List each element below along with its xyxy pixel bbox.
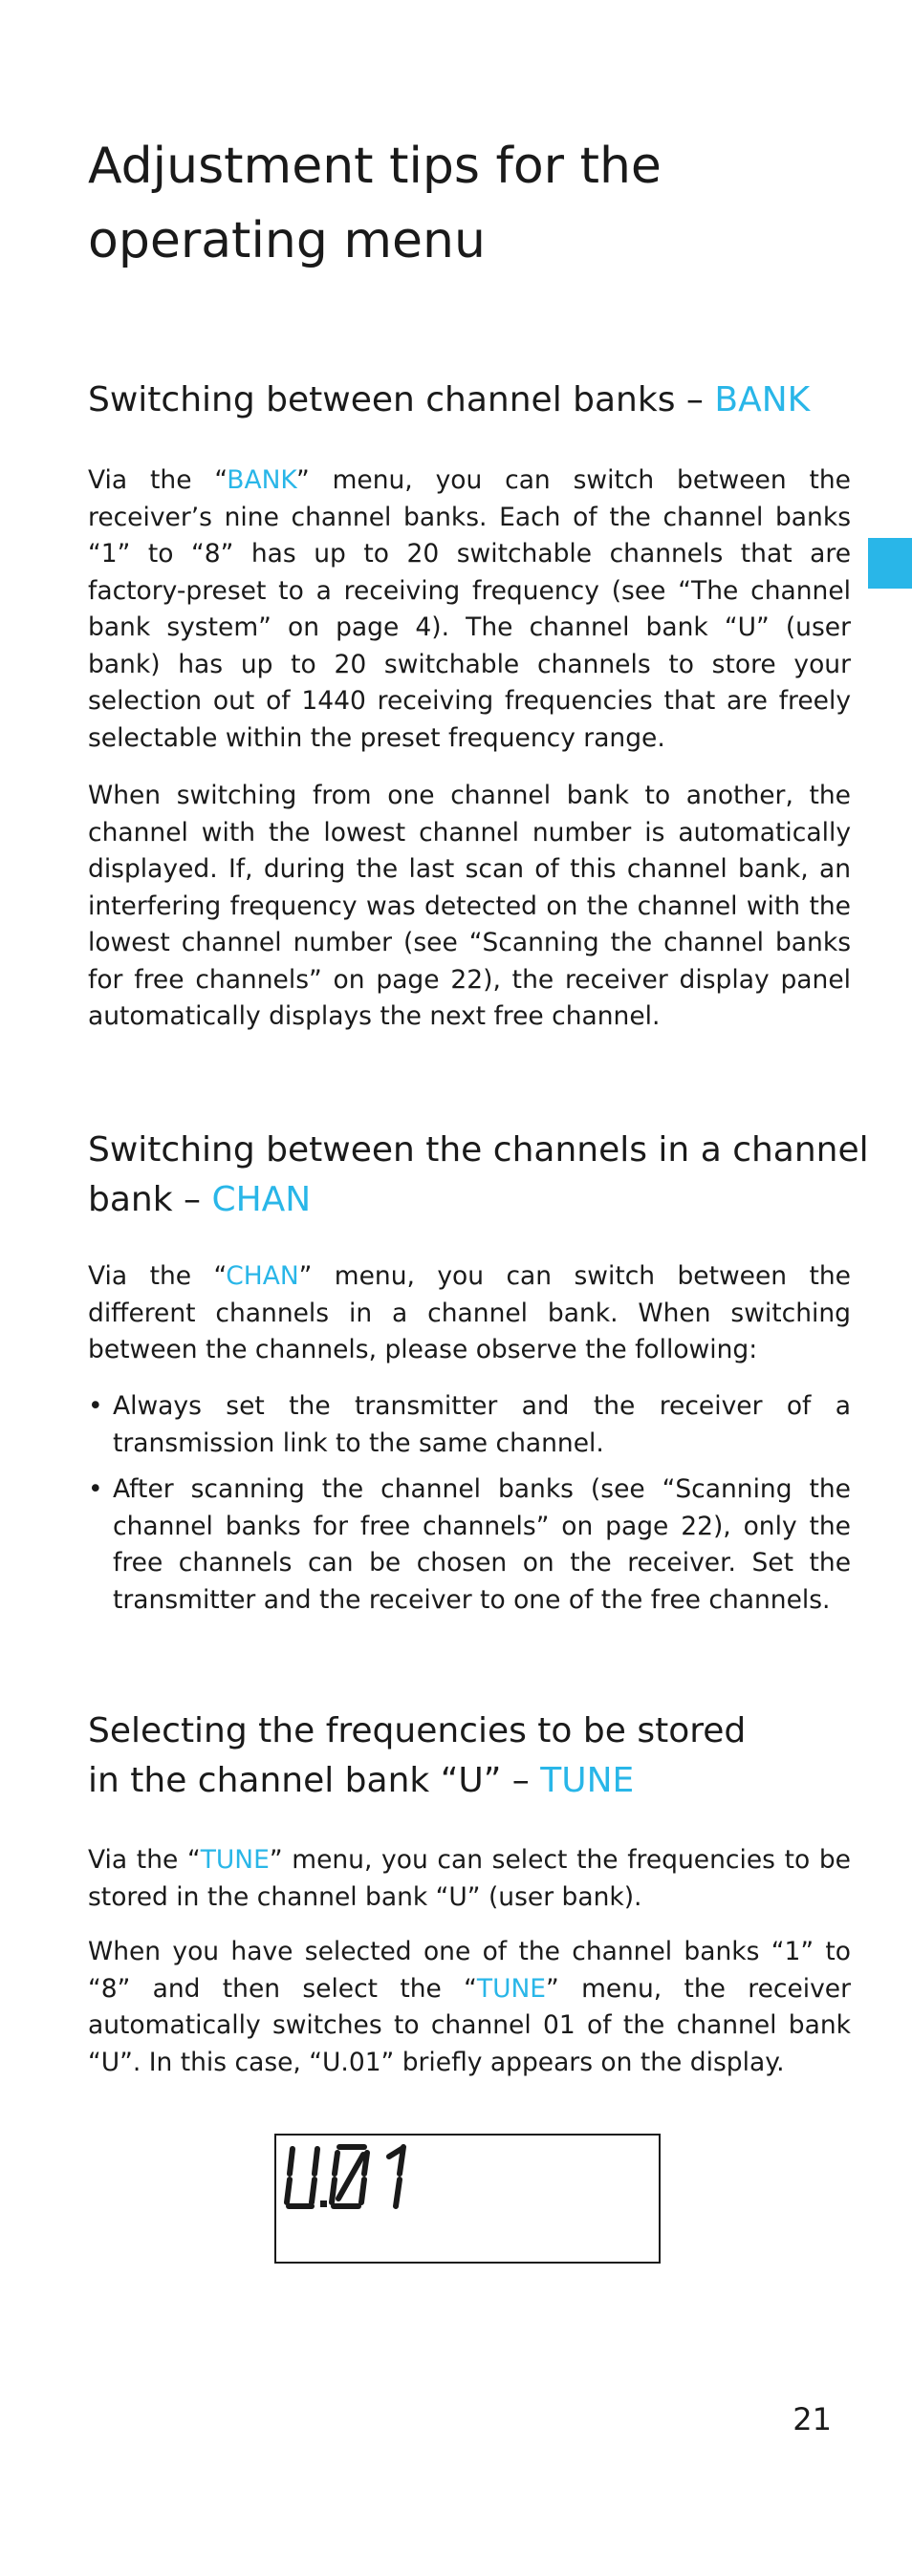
bullet-icon: •	[88, 1391, 103, 1421]
lcd-display	[274, 2134, 661, 2264]
lcd-segment	[335, 2153, 337, 2174]
lcd-segment	[396, 2179, 400, 2206]
paragraph-bank-switching: When switching from one channel bank to another, the channel with the lowest channel number is automatically displayed. If, during the last scan of this channel bank, an interfering frequency was detected on the channel with the lowest channel number (see “Scanning the channel banks for free channels” on page 22), the receiver display panel automatically displays the next free channel.	[88, 781, 851, 1031]
paragraph-text: Via the “	[88, 1845, 201, 1875]
paragraph-tune-intro	[88, 1842, 851, 1916]
menu-name-bank: BANK	[714, 380, 811, 419]
paragraph-text: ” menu, you can switch between the different channels in a channel bank. When switching between the channels, please observe the following:	[88, 1261, 851, 1364]
bullet-list	[88, 1388, 851, 1619]
list-item-text: Always set the transmitter and the receiver of a transmission link to the same channel.	[113, 1391, 851, 1458]
page-title: Adjustment tips for the operating menu	[88, 138, 662, 269]
lcd-segment	[361, 2179, 364, 2202]
paragraph-text: Via the “	[88, 465, 228, 495]
heading-text: in the channel bank “U” –	[88, 1761, 541, 1800]
menu-name-tune: TUNE	[200, 1845, 270, 1875]
lcd-segment	[287, 2179, 290, 2202]
section-heading-bank	[88, 376, 872, 425]
lcd-decimal-point	[320, 2200, 327, 2207]
list-item	[88, 1471, 851, 1619]
heading-text: Switching between the channels in a channel bank –	[88, 1130, 869, 1219]
paragraph-text: ” menu, you can select the frequencies to be stored in the channel bank “U” (user bank).	[88, 1845, 851, 1912]
section-tab-marker	[868, 538, 912, 589]
heading-text: Switching between channel banks –	[88, 380, 715, 419]
menu-name-chan: CHAN	[211, 1180, 312, 1219]
paragraph-text: When you have selected one of the channel banks “1” to “8” and then select the “	[88, 1937, 851, 2004]
lcd-segment	[338, 2155, 363, 2199]
lcd-segment	[312, 2179, 315, 2202]
lcd-segment	[332, 2179, 335, 2202]
menu-name-tune: TUNE	[540, 1761, 635, 1800]
list-item	[88, 1388, 851, 1462]
paragraph-text: ” menu, you can switch between the receiver’s nine channel banks. Each of the channel banks “1” to “8” has up to 20 switchable channels that are factory-preset to a receiving frequency (see “The channel bank system” on page 4). The channel bank “U” (user bank) has up to 20 switchable channels to store your selection out of 1440 receiving frequencies that are freely selectable within the preset frequency range.	[88, 465, 851, 753]
paragraph-chan-intro	[88, 1258, 851, 1369]
heading-text: Selecting the frequencies to be stored	[88, 1711, 747, 1750]
lcd-segment	[315, 2149, 317, 2174]
paragraph-bank-intro	[88, 462, 851, 757]
menu-name-bank: BANK	[227, 465, 296, 495]
bullet-icon: •	[88, 1474, 103, 1504]
page-number: 21	[793, 2401, 832, 2437]
lcd-segment	[290, 2149, 293, 2174]
paragraph-text: ” menu, the receiver automatically switches to channel 01 of the channel bank “U”. In this case, “U.01” briefly appears on the display.	[88, 1973, 852, 2077]
lcd-readout-u01	[276, 2136, 659, 2262]
paragraph-text: Via the “	[88, 1261, 227, 1291]
section-heading-tune	[88, 1707, 872, 1806]
paragraph-tune-switching	[88, 1934, 851, 2081]
menu-name-tune: TUNE	[476, 1973, 547, 2004]
menu-name-chan: CHAN	[226, 1261, 299, 1291]
section-heading-chan	[88, 1126, 872, 1225]
list-item-text: After scanning the channel banks (see “Scanning the channel banks for free channels” on page 22), only the free channels can be chosen on the receiver. Set the transmitter and the receiver to one of the free channels.	[113, 1474, 851, 1615]
